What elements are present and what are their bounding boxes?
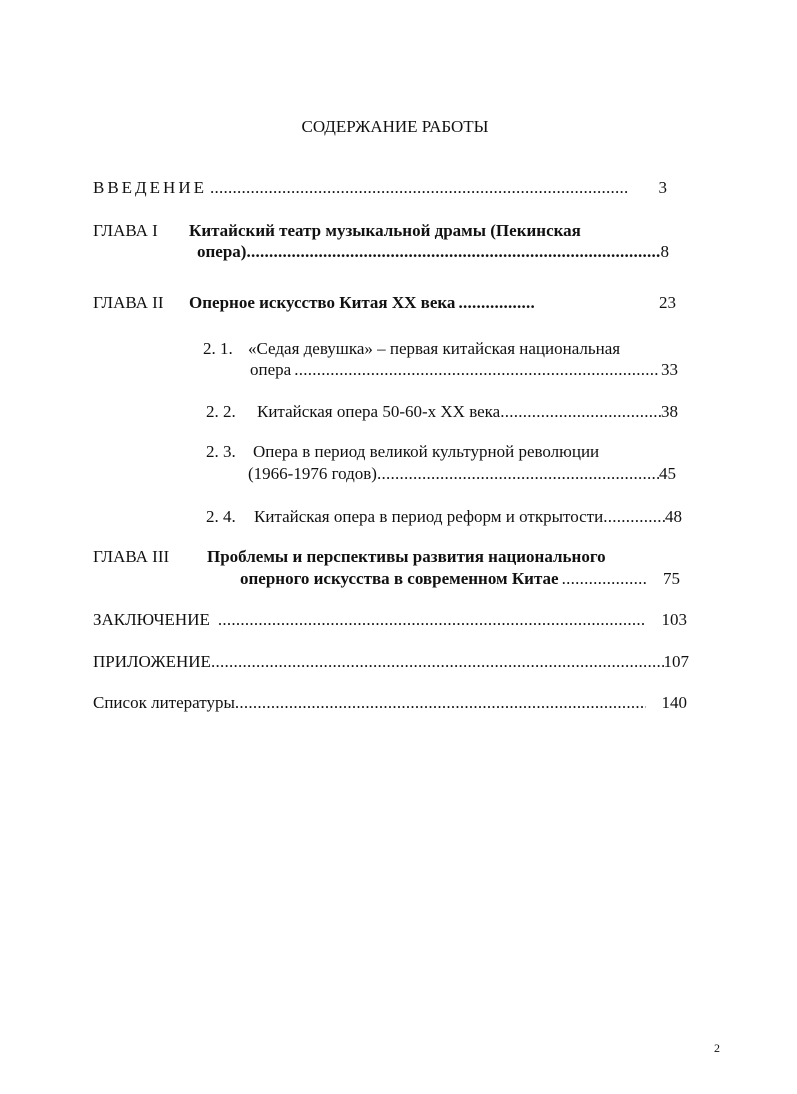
entry-label: Список литературы xyxy=(93,693,235,712)
entry-page: 33 xyxy=(661,360,678,379)
section-title: Опера в период великой культурной революции xyxy=(253,442,600,461)
chapter-title-cont: опера) xyxy=(197,242,247,261)
section-title-cont: опера xyxy=(250,360,292,379)
entry-page: 107 xyxy=(663,652,689,671)
toc-entry-ch3 xyxy=(240,569,680,589)
toc-entry-2-3 xyxy=(248,464,676,484)
entry-label: ПРИЛОЖЕНИЕ xyxy=(93,652,211,671)
toc-entry-conclusion xyxy=(93,610,687,630)
entry-page: 75 xyxy=(663,569,680,588)
page-number: 2 xyxy=(714,1041,720,1055)
entry-page: 45 xyxy=(659,464,676,483)
toc-entry-references xyxy=(93,693,687,713)
section-number: 2. 2. xyxy=(206,402,236,421)
toc-entry-2-1 xyxy=(250,360,678,380)
toc-entry-intro xyxy=(93,178,667,198)
toc-title: СОДЕРЖАНИЕ РАБОТЫ xyxy=(301,117,489,136)
toc-entry-2-2 xyxy=(206,402,678,422)
chapter-label: ГЛАВА I xyxy=(93,221,158,240)
entry-page: 140 xyxy=(661,693,687,712)
entry-page: 38 xyxy=(661,402,678,421)
chapter-label: ГЛАВА III xyxy=(93,547,170,566)
section-number: 2. 4. xyxy=(206,507,236,526)
toc-entry-2-4 xyxy=(206,507,682,527)
chapter-title-cont: оперного искусства в современном Китае xyxy=(240,569,559,588)
chapter-title: Проблемы и перспективы развития национального xyxy=(207,547,606,566)
chapter-title: Китайский театр музыкальной драмы (Пекинская xyxy=(189,221,581,240)
toc-entry-ch2 xyxy=(93,293,676,313)
chapter-label: ГЛАВА II xyxy=(93,293,164,312)
entry-page: 103 xyxy=(661,610,687,629)
section-title-cont: (1966-1976 годов) xyxy=(248,464,377,483)
entry-page: 3 xyxy=(658,178,667,197)
section-number: 2. 1. xyxy=(203,339,233,358)
entry-page: 8 xyxy=(660,242,669,261)
toc-entry-appendix xyxy=(93,652,689,672)
entry-label: ВВЕДЕНИЕ xyxy=(93,178,207,197)
chapter-title: Оперное искусство Китая XX века xyxy=(189,293,456,312)
section-title: «Седая девушка» – первая китайская национальная xyxy=(248,339,621,358)
entry-page: 23 xyxy=(659,293,676,312)
entry-page: 48 xyxy=(665,507,682,526)
entry-label: ЗАКЛЮЧЕНИЕ xyxy=(93,610,210,629)
toc-entry-ch1 xyxy=(197,242,669,262)
section-title: Китайская опера 50-60-х XX века xyxy=(257,402,501,421)
section-title: Китайская опера в период реформ и открытости xyxy=(254,507,604,526)
section-number: 2. 3. xyxy=(206,442,236,461)
